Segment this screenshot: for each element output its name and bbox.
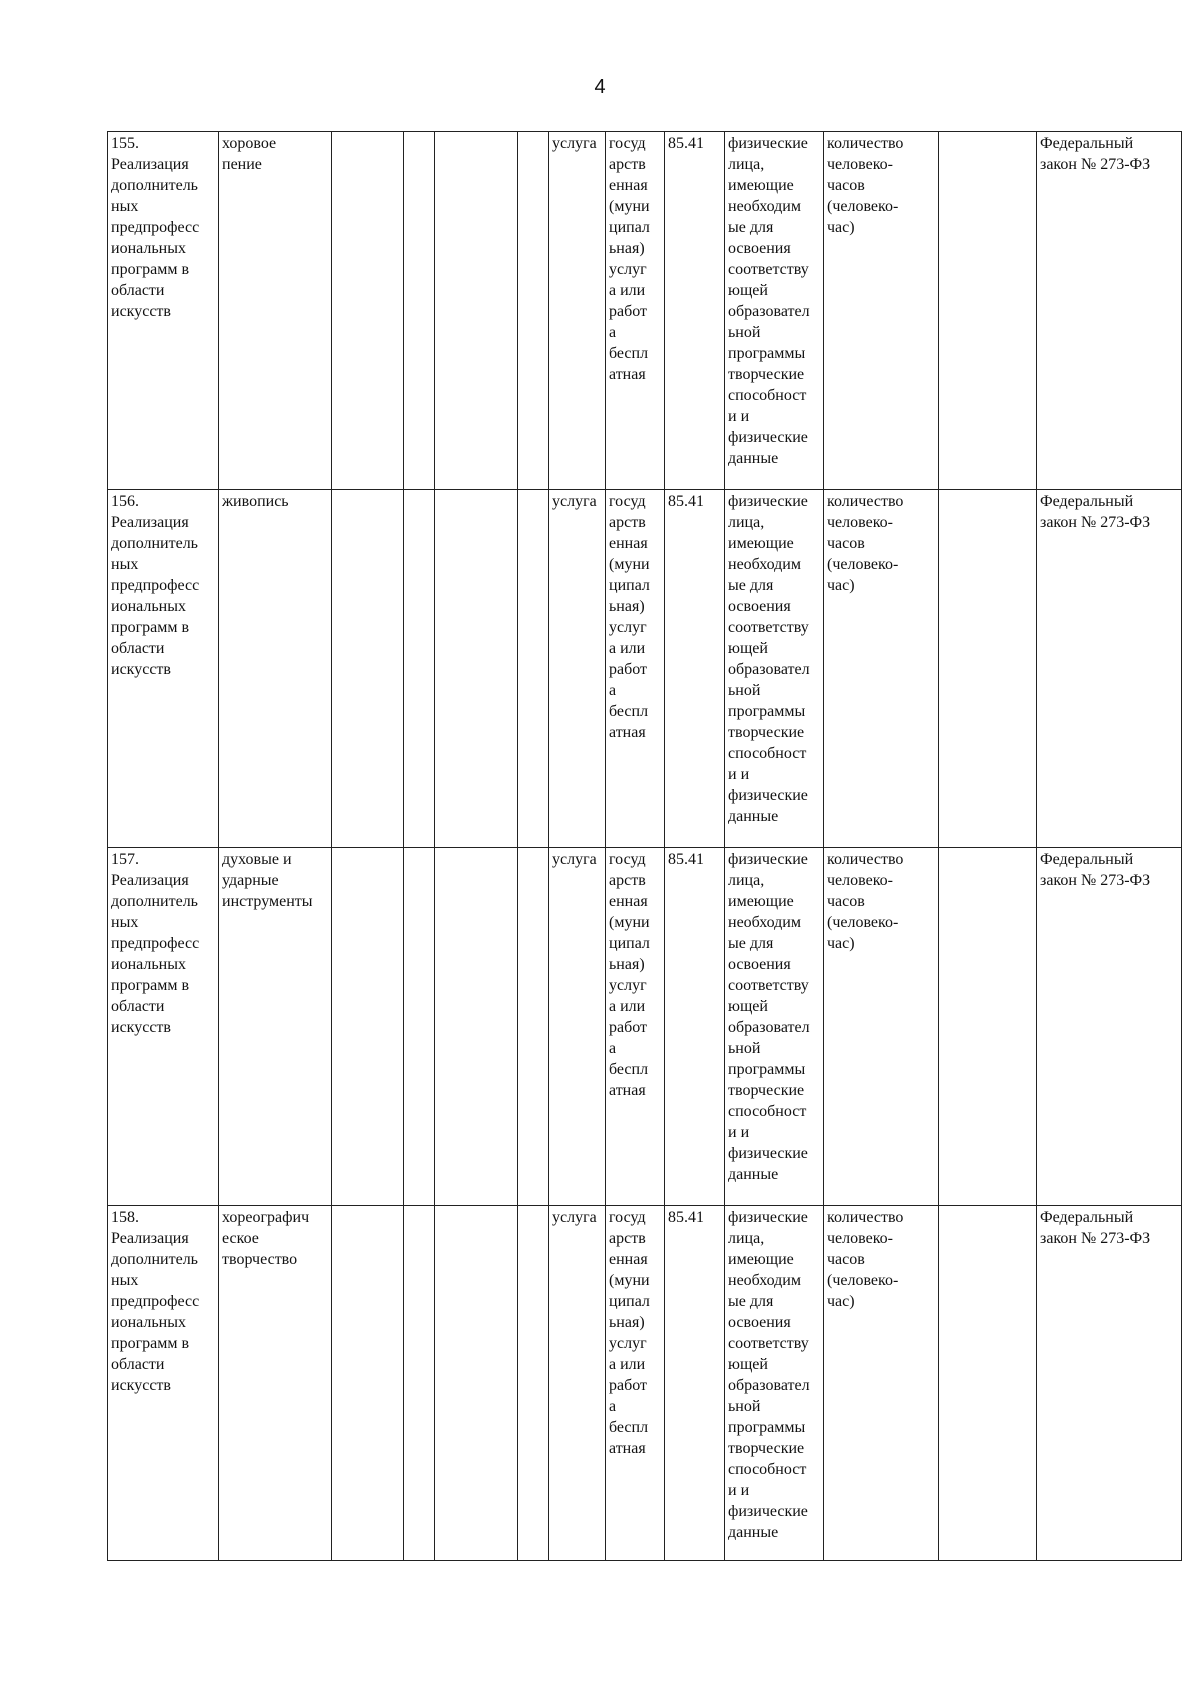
row-consumers: физические лица, имеющие необходим ые для освоения соответству ющей образовател ьной программы творческие способност и и физические данные <box>725 490 824 848</box>
row-name-cell <box>108 848 219 1206</box>
row-name-cell <box>108 1206 219 1561</box>
table-row <box>108 132 1182 490</box>
empty-cell <box>518 132 549 490</box>
table-row <box>108 490 1182 848</box>
empty-cell <box>518 1206 549 1561</box>
row-content: хореографич еское творчество <box>219 1206 332 1561</box>
row-consumers: физические лица, имеющие необходим ые для освоения соответству ющей образовател ьной программы творческие способност и и физические данные <box>725 132 824 490</box>
empty-cell <box>404 490 435 848</box>
empty-cell <box>939 490 1037 848</box>
row-name: Реализация дополнитель ных предпрофесс иональных программ в области искусств <box>111 872 200 1036</box>
table-row <box>108 848 1182 1206</box>
empty-cell <box>404 1206 435 1561</box>
row-name-cell <box>108 132 219 490</box>
row-type: услуга <box>549 848 606 1206</box>
row-category: госуд арств енная (муни ципал ьная) услуг а или работ а беспл атная <box>606 848 665 1206</box>
row-content: духовые и ударные инструменты <box>219 848 332 1206</box>
row-content: хоровое пение <box>219 132 332 490</box>
row-name: Реализация дополнитель ных предпрофесс иональных программ в области искусств <box>111 1230 200 1394</box>
row-okved: 85.41 <box>665 132 725 490</box>
row-indicator: количество человеко- часов (человеко- час) <box>824 132 939 490</box>
row-content: живопись <box>219 490 332 848</box>
empty-cell <box>435 1206 518 1561</box>
row-name: Реализация дополнитель ных предпрофесс иональных программ в области искусств <box>111 156 200 320</box>
empty-cell <box>404 848 435 1206</box>
empty-cell <box>518 490 549 848</box>
empty-cell <box>435 848 518 1206</box>
row-law: Федеральный закон № 273-ФЗ <box>1037 848 1182 1206</box>
table-row <box>108 1206 1182 1561</box>
row-indicator: количество человеко- часов (человеко- час) <box>824 848 939 1206</box>
row-number: 158. <box>111 1209 139 1226</box>
row-name: Реализация дополнитель ных предпрофесс иональных программ в области искусств <box>111 514 200 678</box>
row-category: госуд арств енная (муни ципал ьная) услуг а или работ а беспл атная <box>606 490 665 848</box>
row-law: Федеральный закон № 273-ФЗ <box>1037 1206 1182 1561</box>
row-number: 156. <box>111 493 139 510</box>
row-type: услуга <box>549 490 606 848</box>
row-consumers: физические лица, имеющие необходим ые для освоения соответству ющей образовател ьной программы творческие способност и и физические данные <box>725 848 824 1206</box>
row-indicator: количество человеко- часов (человеко- час) <box>824 490 939 848</box>
row-law: Федеральный закон № 273-ФЗ <box>1037 132 1182 490</box>
row-okved: 85.41 <box>665 848 725 1206</box>
empty-cell <box>435 132 518 490</box>
row-type: услуга <box>549 1206 606 1561</box>
row-category: госуд арств енная (муни ципал ьная) услуг а или работ а беспл атная <box>606 1206 665 1561</box>
row-consumers: физические лица, имеющие необходим ые для освоения соответству ющей образовател ьной программы творческие способност и и физические данные <box>725 1206 824 1561</box>
empty-cell <box>939 132 1037 490</box>
empty-cell <box>939 1206 1037 1561</box>
empty-cell <box>518 848 549 1206</box>
row-indicator: количество человеко- часов (человеко- час) <box>824 1206 939 1561</box>
row-number: 157. <box>111 851 139 868</box>
registry-table <box>107 131 1182 1561</box>
row-type: услуга <box>549 132 606 490</box>
empty-cell <box>435 490 518 848</box>
empty-cell <box>404 132 435 490</box>
page-number: 4 <box>594 76 606 98</box>
empty-cell <box>332 848 404 1206</box>
row-name-cell <box>108 490 219 848</box>
row-number: 155. <box>111 135 139 152</box>
empty-cell <box>939 848 1037 1206</box>
row-okved: 85.41 <box>665 1206 725 1561</box>
row-category: госуд арств енная (муни ципал ьная) услуг а или работ а беспл атная <box>606 132 665 490</box>
row-okved: 85.41 <box>665 490 725 848</box>
empty-cell <box>332 490 404 848</box>
empty-cell <box>332 132 404 490</box>
row-law: Федеральный закон № 273-ФЗ <box>1037 490 1182 848</box>
empty-cell <box>332 1206 404 1561</box>
